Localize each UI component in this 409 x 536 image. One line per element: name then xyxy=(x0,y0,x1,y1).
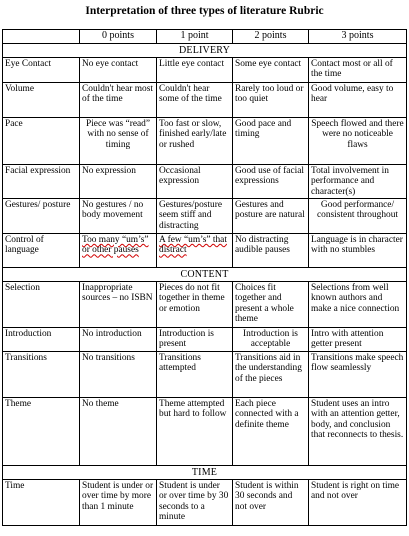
table-row xyxy=(3,398,407,466)
table-row xyxy=(3,118,407,165)
cell-3-points: Intro with attention getter present xyxy=(309,328,407,352)
cell-0-points: No introduction xyxy=(80,328,157,352)
cell-3-points: Speech flowed and there were no noticeable flaws xyxy=(309,118,407,165)
cell-2-points: Rarely too loud or too quiet xyxy=(233,83,309,118)
criterion-volume: Volume xyxy=(3,83,80,118)
table-row xyxy=(3,480,407,526)
cell-1-point: Student is under or over time by 30 seconds to a minute xyxy=(157,480,233,526)
cell-0-points: Couldn't hear most of the time xyxy=(80,83,157,118)
cell-2-points: No distracting audible pauses xyxy=(233,234,309,268)
cell-2-points: Gestures and posture are natural xyxy=(233,199,309,234)
section-title-time: TIME xyxy=(3,466,407,480)
table-row xyxy=(3,234,407,268)
criterion-eye-contact: Eye Contact xyxy=(3,58,80,83)
cell-3-points: Good volume, easy to hear xyxy=(309,83,407,118)
cell-2-points: Student is within 30 seconds and not over xyxy=(233,480,309,526)
criterion-time: Time xyxy=(3,480,80,526)
cell-2-points: Introduction is acceptable xyxy=(233,328,309,352)
criterion-selection: Selection xyxy=(3,282,80,328)
table-row xyxy=(3,199,407,234)
cell-0-points: Piece was “read” with no sense of timing xyxy=(80,118,157,165)
section-row-content xyxy=(3,268,407,282)
column-header-criteria xyxy=(3,30,80,44)
cell-0-points: Student is under or over time by more than 1 minute xyxy=(80,480,157,526)
column-header-1-point: 1 point xyxy=(157,30,233,44)
cell-2-points: Good pace and timing xyxy=(233,118,309,165)
cell-3-points: Student uses an intro with an attention getter, body, and conclusion that reconnects to thesis. xyxy=(309,398,407,466)
table-row xyxy=(3,165,407,199)
cell-3-points: Total involvement in performance and character(s) xyxy=(309,165,407,199)
column-header-2-points: 2 points xyxy=(233,30,309,44)
criterion-gestures-posture: Gestures/ posture xyxy=(3,199,80,234)
cell-2-points: Each piece connected with a definite theme xyxy=(233,398,309,466)
rubric-table xyxy=(2,29,407,526)
cell-1-point xyxy=(157,234,233,268)
cell-0-points-text: Too many “um’s” or other pauses xyxy=(82,235,149,256)
column-header-0-points: 0 points xyxy=(80,30,157,44)
header-row xyxy=(3,30,407,44)
cell-2-points: Good use of facial expressions xyxy=(233,165,309,199)
criterion-facial-expression: Facial expression xyxy=(3,165,80,199)
criterion-control-of-language: Control of language xyxy=(3,234,80,268)
column-header-3-points: 3 points xyxy=(309,30,407,44)
cell-0-points: No transitions xyxy=(80,352,157,398)
cell-1-point: Theme attempted but hard to follow xyxy=(157,398,233,466)
cell-1-point: Little eye contact xyxy=(157,58,233,83)
cell-3-points: Good performance/ consistent throughout xyxy=(309,199,407,234)
table-row xyxy=(3,328,407,352)
cell-0-points: No theme xyxy=(80,398,157,466)
cell-0-points: Inappropriate sources – no ISBN xyxy=(80,282,157,328)
table-row xyxy=(3,352,407,398)
criterion-introduction: Introduction xyxy=(3,328,80,352)
cell-1-point: Pieces do not fit together in theme or emotion xyxy=(157,282,233,328)
cell-0-points xyxy=(80,234,157,268)
section-title-content: CONTENT xyxy=(3,268,407,282)
criterion-transitions: Transitions xyxy=(3,352,80,398)
cell-1-point: Introduction is present xyxy=(157,328,233,352)
table-row xyxy=(3,282,407,328)
section-title-delivery: DELIVERY xyxy=(3,44,407,58)
cell-1-point: Gestures/posture seem stiff and distracting xyxy=(157,199,233,234)
cell-0-points: No gestures / no body movement xyxy=(80,199,157,234)
criterion-theme: Theme xyxy=(3,398,80,466)
cell-1-point-text: A few “um’s” that distract xyxy=(159,235,227,256)
cell-1-point: Too fast or slow, finished early/late or rushed xyxy=(157,118,233,165)
section-row-delivery xyxy=(3,44,407,58)
table-row xyxy=(3,58,407,83)
cell-3-points: Contact most or all of the time xyxy=(309,58,407,83)
cell-3-points: Transitions make speech flow seamlessly xyxy=(309,352,407,398)
criterion-pace: Pace xyxy=(3,118,80,165)
cell-3-points: Student is right on time and not over xyxy=(309,480,407,526)
cell-0-points: No eye contact xyxy=(80,58,157,83)
cell-1-point: Occasional expression xyxy=(157,165,233,199)
cell-0-points: No expression xyxy=(80,165,157,199)
cell-2-points: Transitions aid in the understanding of the pieces xyxy=(233,352,309,398)
cell-2-points: Some eye contact xyxy=(233,58,309,83)
cell-2-points: Choices fit together and present a whole theme xyxy=(233,282,309,328)
cell-1-point: Transitions attempted xyxy=(157,352,233,398)
table-row xyxy=(3,83,407,118)
cell-3-points: Selections from well known authors and make a nice connection xyxy=(309,282,407,328)
document-title: Interpretation of three types of literature Rubric xyxy=(85,5,324,17)
cell-1-point: Couldn't hear some of the time xyxy=(157,83,233,118)
cell-3-points: Language is in character with no stumbles xyxy=(309,234,407,268)
section-row-time xyxy=(3,466,407,480)
